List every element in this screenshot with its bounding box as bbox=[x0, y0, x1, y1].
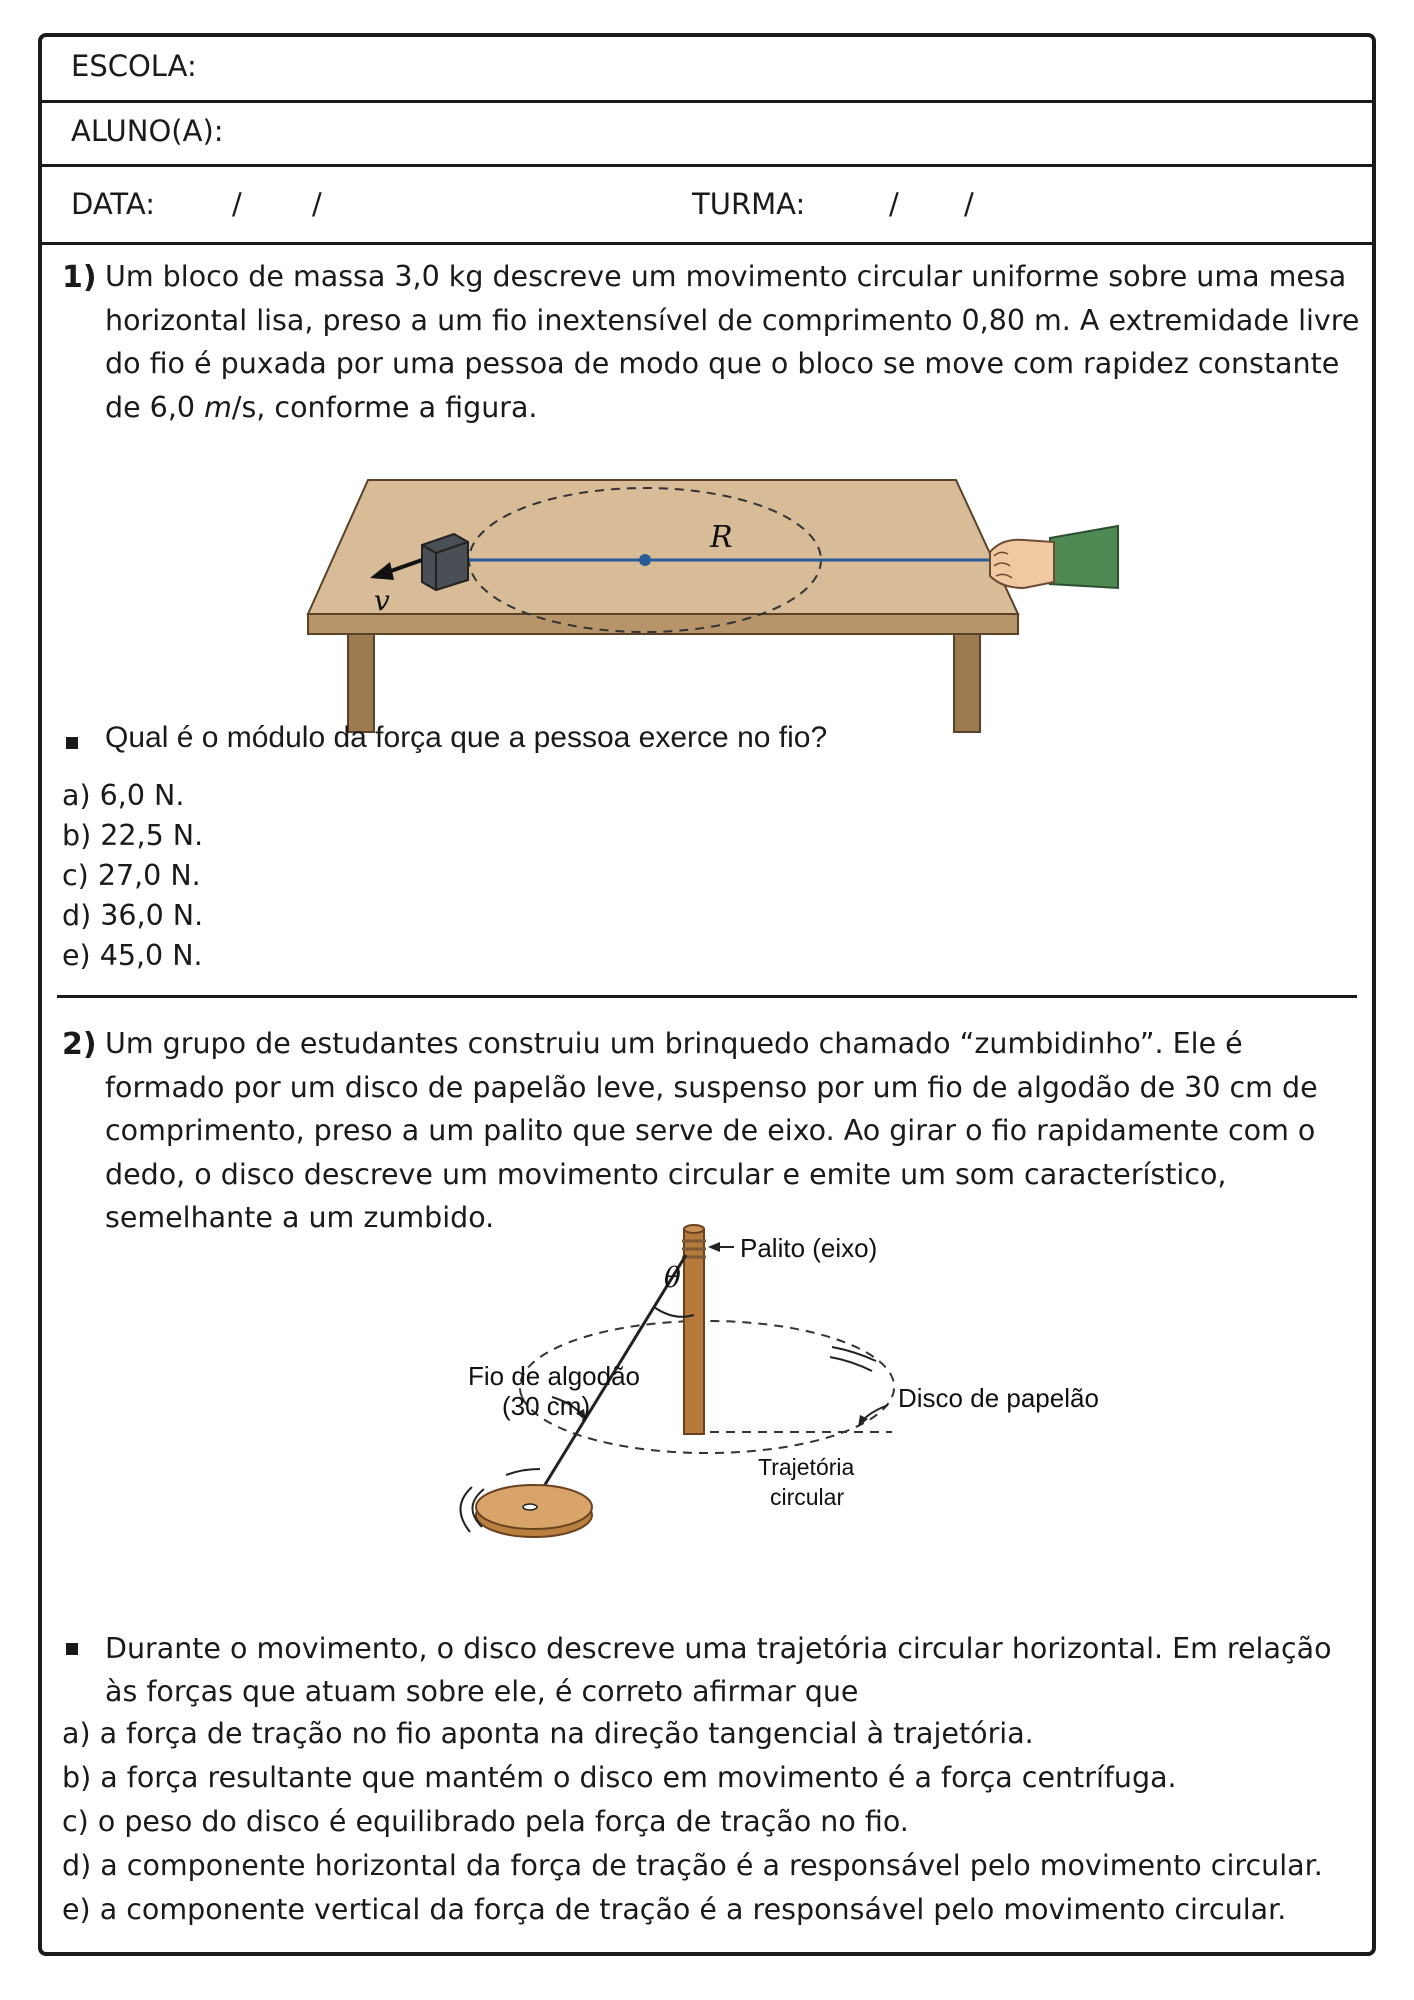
data-slash-1: / bbox=[232, 187, 242, 221]
q2-number: 2) bbox=[62, 1027, 97, 1062]
q2-bullet bbox=[66, 1643, 78, 1655]
worksheet bbox=[38, 33, 1376, 1956]
aluno-label: ALUNO(A): bbox=[71, 114, 224, 148]
data-label: DATA: bbox=[71, 187, 155, 221]
trajetoria-label-line2: circular bbox=[770, 1484, 845, 1510]
q2-figure bbox=[422, 1207, 1122, 1647]
turma-slash-2: / bbox=[964, 187, 974, 221]
turma-label: TURMA: bbox=[692, 187, 806, 221]
data-slash-2: / bbox=[312, 187, 322, 221]
q2-option-d[interactable]: d) a componente horizontal da força de tração é a responsável pelo movimento circular. bbox=[62, 1849, 1323, 1882]
fio-label-line1: Fio de algodão bbox=[468, 1361, 641, 1391]
q1-number: 1) bbox=[62, 260, 97, 295]
velocity-label: v bbox=[374, 584, 390, 617]
q1-option-e[interactable]: e) 45,0 N. bbox=[62, 939, 203, 972]
q1-bullet bbox=[66, 737, 78, 749]
q2-option-a[interactable]: a) a força de tração no fio aponta na direção tangencial à trajetória. bbox=[62, 1717, 1034, 1750]
fio-label-line2: (30 cm) bbox=[502, 1391, 591, 1421]
q2-option-e[interactable]: e) a componente vertical da força de tração é a responsável pelo movimento circular. bbox=[62, 1893, 1287, 1926]
q2-text: Um grupo de estudantes construiu um brinquedo chamado “zumbidinho”. Ele é formado por um disco de papelão leve, suspenso por um fio de algodão de 30 cm de comprimento, preso a um palito que serve de eixo. Ao girar o fio rapidamente com o dedo, o disco descreve um movimento circular e emite um som característico, semelhante a um zumbido. bbox=[105, 1027, 1318, 1234]
center-dot bbox=[639, 554, 651, 566]
stick bbox=[684, 1229, 704, 1434]
q1-figure bbox=[272, 442, 1132, 737]
q1-option-b[interactable]: b) 22,5 N. bbox=[62, 819, 204, 852]
sleeve bbox=[1050, 526, 1118, 588]
q1-text: Um bloco de massa 3,0 kg descreve um movimento circular uniforme sobre uma mesa horizontal lisa, preso a um fio inextensível de comprimento 0,80 m. A extremidade livre do fio é puxada por uma pessoa de modo que o bloco se move com rapidez constante de 6,0 m/s, conforme a figura. bbox=[105, 260, 1360, 424]
table-top bbox=[308, 480, 1018, 614]
q2-question-line2: às forças que atuam sobre ele, é correto afirmar que bbox=[105, 1675, 859, 1708]
escola-row bbox=[42, 37, 1372, 103]
table-leg-left bbox=[348, 632, 374, 732]
data-turma-row bbox=[42, 167, 1372, 245]
q2-option-c[interactable]: c) o peso do disco é equilibrado pela força de tração no fio. bbox=[62, 1805, 909, 1838]
palito-label: Palito (eixo) bbox=[740, 1233, 878, 1263]
block bbox=[422, 534, 468, 590]
q2-question-line1: Durante o movimento, o disco descreve uma trajetória circular horizontal. Em relação bbox=[105, 1632, 1332, 1665]
question-divider bbox=[57, 995, 1357, 998]
q2-option-b[interactable]: b) a força resultante que mantém o disco em movimento é a força centrífuga. bbox=[62, 1761, 1177, 1794]
turma-slash-1: / bbox=[889, 187, 899, 221]
theta-label: θ bbox=[664, 1261, 681, 1294]
q1-option-c[interactable]: c) 27,0 N. bbox=[62, 859, 201, 892]
q1-option-d[interactable]: d) 36,0 N. bbox=[62, 899, 204, 932]
escola-label: ESCOLA: bbox=[71, 49, 197, 83]
disco-label: Disco de papelão bbox=[898, 1383, 1099, 1413]
aluno-row bbox=[42, 103, 1372, 167]
table-edge bbox=[308, 614, 1018, 634]
q1-option-a[interactable]: a) 6,0 N. bbox=[62, 779, 185, 812]
table-leg-right bbox=[954, 632, 980, 732]
q1-question: Qual é o módulo da força que a pessoa exerce no fio? bbox=[105, 721, 828, 754]
trajetoria-label-line1: Trajetória bbox=[758, 1454, 855, 1480]
radius-label: R bbox=[710, 520, 733, 555]
